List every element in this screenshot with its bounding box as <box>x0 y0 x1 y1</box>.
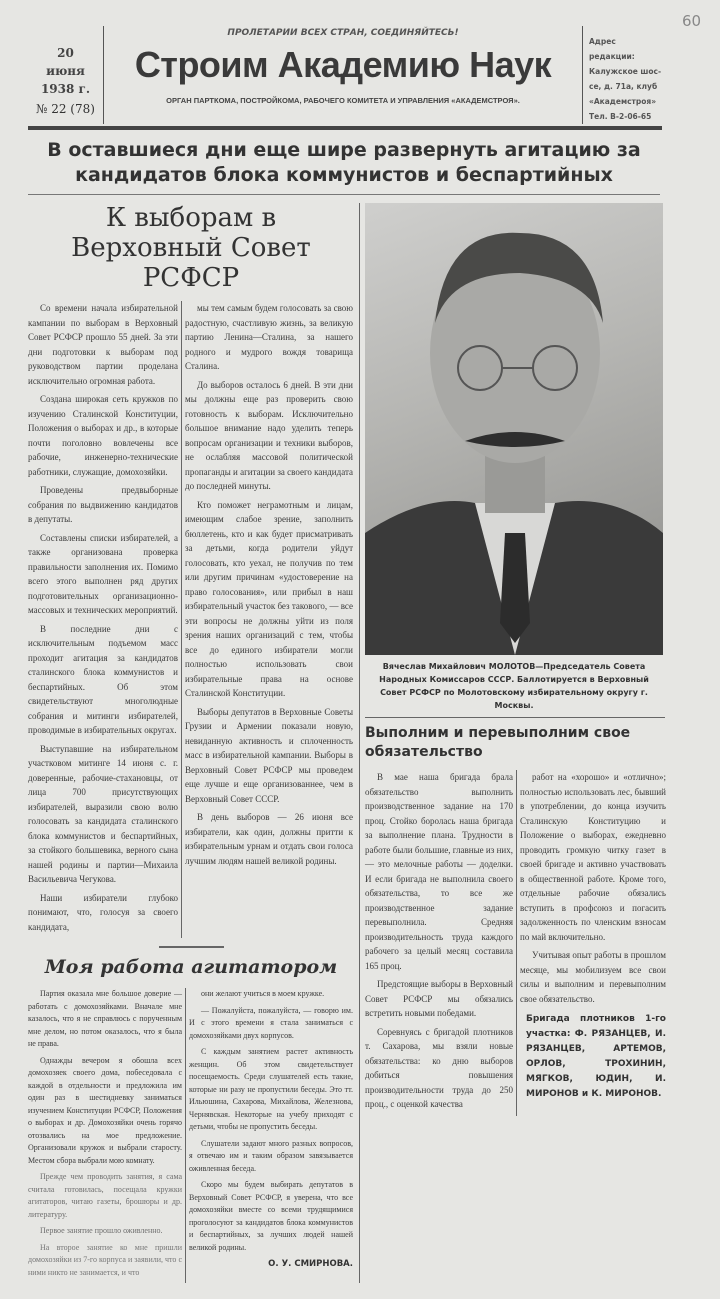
article-elections-col2 <box>185 301 353 938</box>
paragraph: Партия оказала мне большое доверие — работать с домохозяйками. Вначале мне казалось, что я не справлюсь с порученным мне делом, но потом оказалось, что я была не права. <box>28 989 182 1048</box>
article-agitator-col1 <box>28 988 182 1283</box>
address-line: се, д. 71а, клуб <box>589 82 658 91</box>
date-day: 20 <box>57 46 74 60</box>
masthead-date-block <box>28 26 104 124</box>
paragraph: В последние дни с исключительным подъемом масс проходит агитация за кандидатов сталинского блока коммунистов и беспартийных. Об этом свидетельствуют многолюдные собрания и митинги избирателей, проводимые в избирательных округах. <box>28 623 178 735</box>
issue-date <box>28 44 103 98</box>
article-brigade-body <box>365 770 667 1116</box>
masthead-rule <box>28 126 662 130</box>
paragraph: Выступавшие на избирательном участковом митинге 14 июня с. г. доверенные, рабочие-стахановцы, от лица 700 присутствующих избирателей, выразили свою волю голосовать за кандидата сталинского блока коммунистов и беспартийных, за стойкого большевика, верного сына нашей родины и партии—Михаила Васильевича Чегукова. <box>28 743 178 884</box>
handwritten-page-number: 60 <box>682 12 702 30</box>
article-title-agitator: Моя работа агитатором <box>44 956 338 978</box>
editorial-address <box>582 26 662 124</box>
paragraph: мы тем самым будем голосовать за свою радостную, счастливую жизнь, за великую партию Ленина—Сталина, за нашего родного и мудрого вождя товарища Сталина. <box>185 303 353 371</box>
paragraph: Проведены предвыборные собрания по выдвижению кандидатов в депутаты. <box>28 485 178 524</box>
paragraph: Выборы депутатов в Верховные Советы Грузии и Армении показали новую, невиданную активность и сплоченность масс в избирательной кампании. Выборы в Верховный Совет РСФСР мы проведем еще лучше и еще организованнее, чем в Верховный Совет СССР. <box>185 706 353 804</box>
paragraph: Прежде чем проводить занятия, я сама считала готовилась, посещала кружки агитаторов, читаю газеты, брошюры и др. литературу. <box>28 1172 182 1219</box>
paragraph: До выборов осталось 6 дней. В эти дни мы должны еще раз проверить свою готовность к выборам. Исключительно большое внимание надо уделить теперь вопросам организации и техники выборов, не ослабляя массовой политической пропаганды и агитации за своего кандидата до последней минуты. <box>185 379 353 491</box>
author-signature: О. У. СМИРНОВА. <box>268 1259 353 1269</box>
section-divider <box>359 203 360 1283</box>
paragraph: Однажды вечером я обошла всех домохозяек своего дома, побеседовала с каждой в отдельности и предложила им один раз в шестидневку заниматься изучением Конституции РСФСР, Положения о выборах и др. Домохозяйки очень горячо отозвались на мое предложение. Организовали кружок и выбрали старосту. Местом сбора выбрали мою комнату. <box>28 1055 182 1165</box>
paragraph: Слушатели задают много разных вопросов, я отвечаю им и таким образом завязывается оживленная беседа. <box>189 1138 353 1173</box>
article-elections-body <box>28 301 354 938</box>
column-divider <box>181 301 182 938</box>
article-brigade-col2 <box>520 770 666 1116</box>
paragraph: Скоро мы будем выбирать депутатов в Верховный Совет РСФСР, я уверена, что все домохозяйки вместе со всеми трудящимися проголосуют за кандидатов блока коммунистов и беспартийных, за лучших людей нашей великой родины. <box>189 1180 353 1252</box>
paragraph: Составлены списки избирателей, а также организована проверка правильности заполнения их. Помимо всего этого выполнен ряд других подготовительных организационно-массовых и технических мероприятий. <box>28 532 178 615</box>
paragraph: Предстоящие выборы в Верховный Совет РСФСР мы обязались встретить новыми победами. <box>365 979 513 1018</box>
paragraph: Соревнуясь с бригадой плотников т. Сахарова, мы взяли новые обязательства: ко дню выборов добиться повышения производительности труда до 250 проц., с оценкой качества <box>365 1026 513 1109</box>
paragraph: работ на «хорошо» и «отлично»; полностью использовать лес, бывший в употреблении, до конца изучить Сталинскую Конституцию и Положение о выборах, ежедневно проводить громкую читку газет в своей бригаде и активно участвовать в общественной работе. Кроме того, отдельные рабочие обязались вступить в профсоюз и погасить задолженность по членским взносам по май включительно. <box>520 772 666 942</box>
article-brigade-col1 <box>365 770 513 1116</box>
paragraph: Наши избиратели глубоко понимают, что, голосуя за своего кандидата, <box>28 892 178 932</box>
address-line: Адрес редакции: <box>589 37 635 61</box>
paragraph: они желают учиться в моем кружке. <box>201 989 325 998</box>
issue-number: № 22 (78) <box>36 102 95 116</box>
right-section <box>365 203 667 1283</box>
date-month: июня <box>46 64 85 78</box>
left-section <box>28 203 354 1283</box>
article-title-elections: К выборам в Верховный Совет РСФСР <box>71 203 311 293</box>
masthead <box>28 26 662 124</box>
caption-rule <box>365 717 665 718</box>
portrait-illustration <box>365 203 663 655</box>
main-headline: В оставшиеся дни еще шире развернуть агитацию за кандидатов блока коммунистов и беспартийных <box>47 139 641 186</box>
article-elections-col1 <box>28 301 178 938</box>
brigade-signature: Бригада плотников 1-го участка: Ф. РЯЗАНЦЕВ, И. РЯЗАНЦЕВ, АРТЕМОВ, ОРЛОВ, ТРОХИНИН, МЯГКОВ, ЮДИН, И. МИРОНОВ и К. МИРОНОВ. <box>526 1014 666 1099</box>
paragraph: С каждым занятием растет активность женщин. Об этом свидетельствует посещаемость. Среди слушателей есть такие, которые ни разу не пропустили беседы. Это тт. Ильюшина, Сахарова, Михайлова, Железнова, Чернявская. Некоторые на учебу приходят с детьми, чтобы не пропустить беседы. <box>189 1047 353 1131</box>
masthead-title-block <box>104 26 582 124</box>
publisher-line: ОРГАН ПАРТКОМА, ПОСТРОЙКОМА, РАБОЧЕГО КОМИТЕТА И УПРАВЛЕНИЯ «АКАДЕМСТРОЯ». <box>166 96 520 105</box>
paragraph: На второе занятие ко мне пришли домохозяйки из 7-го корпуса и заявили, что с ними никто не занимается, и что <box>28 1242 182 1277</box>
portrait-photo <box>365 203 663 655</box>
page-body <box>28 203 692 1283</box>
paragraph: В мае наша бригада брала обязательство выполнить производственное задание на 170 проц. Стойко боролась наша бригада за выполнение плана. Трудности в работе были большие, главные из них, — это мелочные работы — доделки. И если бригада не выполнила своего обязательства, то все же производственное задание перевыполнила. Средняя производительность труда каждого рабочего за целый месяц составила 165 проц. <box>365 772 513 971</box>
article-agitator-body <box>28 988 354 1283</box>
address-line: «Академстроя» <box>589 97 657 106</box>
article-agitator-col2 <box>189 988 353 1283</box>
paragraph: Учитывая опыт работы в прошлом месяце, мы мобилизуем все свои силы и выполним и перевыполним свое обязательство. <box>520 950 666 1004</box>
column-divider <box>516 770 517 1116</box>
newspaper-title: Строим Академию Наук <box>134 44 552 85</box>
address-line: Калужское шос- <box>589 67 662 76</box>
date-year: 1938 г. <box>40 82 91 96</box>
photo-caption: Вячеслав Михайлович МОЛОТОВ—Председатель Совета Народных Комиссаров СССР. Баллотируется в Верховный Совет РСФСР по Молотовскому избирательному округу г. Москвы. <box>379 662 649 710</box>
address-line: Тел. В-2-06-65 <box>589 112 652 121</box>
paragraph: Со времени начала избирательной кампании по выборам в Верховный Совет РСФСР прошло 55 дней. За эти дни подготовки к выборам под руководством партии проделана исключительно огромная работа. <box>28 303 178 386</box>
headline-rule <box>28 194 660 195</box>
paragraph: — Пожалуйста, пожалуйста, — говорю им. И с этого времени я стала заниматься с домохозяйками двух корпусов. <box>189 1005 353 1040</box>
column-divider <box>185 988 186 1283</box>
slogan: ПРОЛЕТАРИИ ВСЕХ СТРАН, СОЕДИНЯЙТЕСЬ! <box>227 28 459 38</box>
paragraph: В день выборов — 26 июня все избиратели, как один, должны притти к избирательным урнам и отдать свои голоса лучшим людям нашей великой родины. <box>185 812 353 866</box>
paragraph: Создана широкая сеть кружков по изучению Сталинской Конституции, Положения о выборах и др., в которые почти поголовно вовлечены все рабочие, инженерно-технические работники, служащие, домохозяйки. <box>28 394 178 477</box>
paragraph: Первое занятие прошло оживленно. <box>40 1226 163 1235</box>
article-end-rule <box>159 946 224 948</box>
paragraph: Кто поможет неграмотным и лицам, имеющим слабое зрение, заполнить бюллетень, кто и как будет присматривать за детьми, когда родители уйдут голосовать, кто уехал, не получив по тем или другим причинам «удостоверение на право голосования», или прибыл в наш избирательный участок без такового, — все эти вопросы не должны уйти из поля зрения наших организаций с тем, чтобы все до единого избиратели могли полностью использовать свои избирательные права на основе Сталинской Конституции. <box>185 499 353 698</box>
article-title-brigade: Выполним и перевыполним свое обязательство <box>365 725 631 760</box>
